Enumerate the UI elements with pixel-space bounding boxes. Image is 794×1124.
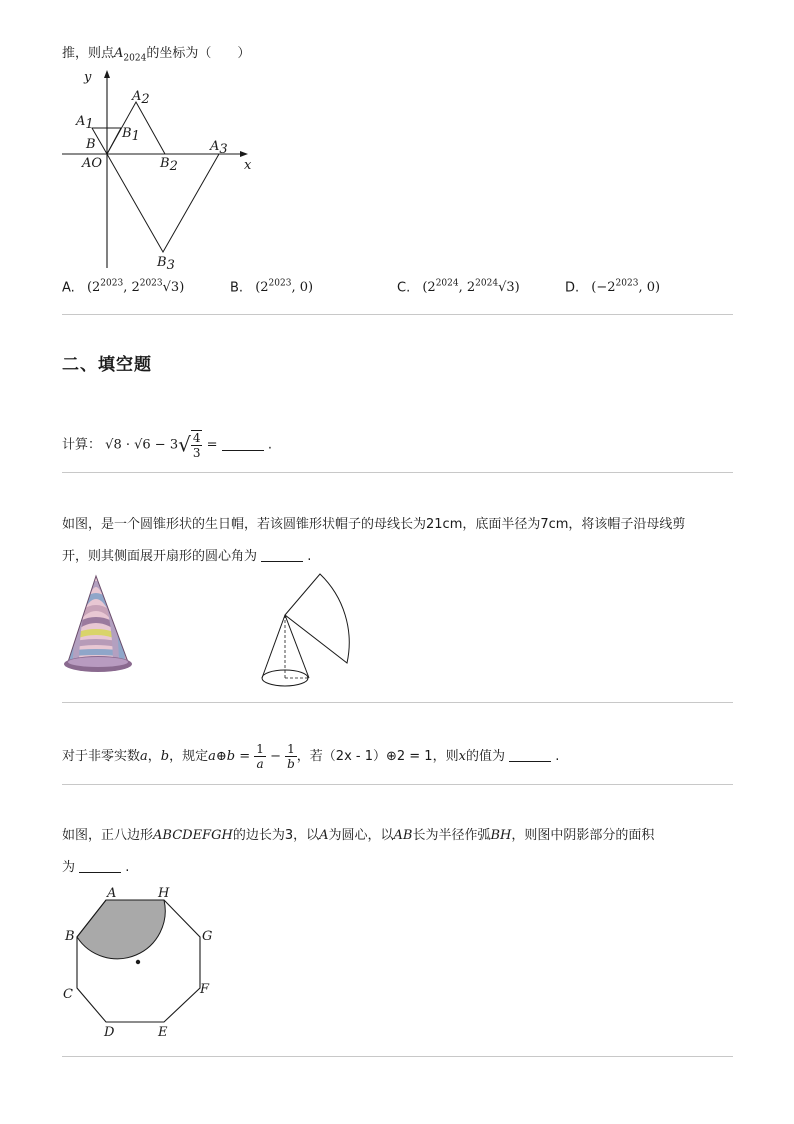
q1-intro: 推，则点$A_{2024}$的坐标为（ ）	[62, 46, 251, 64]
label-B: B	[65, 929, 75, 944]
label-origin: AO	[82, 156, 103, 171]
q4-fraction-1: $\frac{1}{a}$	[256, 742, 264, 771]
q4-answer-blank[interactable]	[509, 747, 551, 762]
q2-fraction: $\frac{4}{3}$	[192, 431, 201, 460]
cone-sector-figure	[255, 570, 365, 690]
q1-coordinate-figure	[60, 68, 260, 273]
option-c[interactable]: C. ($2^{2024}$, $2^{2024}√3$)	[397, 279, 520, 296]
label-D: D	[104, 1025, 115, 1040]
option-a[interactable]: A. ($2^{2023}$, $2^{2023}√3$)	[62, 279, 185, 296]
option-c-value: ($2^{2024}$, $2^{2024}√3$)	[422, 279, 520, 296]
option-d[interactable]: D. ($-2^{2023}$, 0)	[565, 279, 661, 296]
y-axis-arrow-icon	[104, 70, 110, 78]
label-C: C	[63, 987, 73, 1002]
label-B3: B3	[157, 255, 175, 273]
label-H: H	[158, 886, 170, 901]
label-B1: B1	[122, 126, 140, 144]
section-title: 二、填空题	[62, 355, 152, 375]
q2-answer-blank[interactable]	[222, 436, 264, 451]
label-B2: B2	[160, 156, 178, 174]
birthday-hat-image	[60, 572, 140, 680]
option-b-value: ($2^{2023}$, 0)	[255, 279, 314, 296]
divider	[62, 702, 733, 703]
divider	[62, 784, 733, 785]
option-d-value: ($-2^{2023}$, 0)	[591, 279, 661, 296]
shaded-region	[77, 900, 165, 959]
q3-line2: 开，则其侧面展开扇形的圆心角为 .	[62, 549, 312, 564]
q3-answer-blank[interactable]	[261, 547, 303, 562]
q2-calc: 计算： √8 · √6 − 3√ $\frac{4}{3}$ = .	[62, 431, 272, 460]
label-B: B	[86, 137, 96, 152]
y-label: y	[84, 70, 92, 85]
radical-icon: √	[178, 432, 191, 457]
x-label: x	[244, 158, 252, 173]
label-A: A	[107, 886, 117, 901]
divider	[62, 472, 733, 473]
octagon-figure	[58, 880, 223, 1045]
x-axis-arrow-icon	[240, 151, 248, 157]
label-F: F	[200, 982, 210, 997]
q3-line1: 如图，是一个圆锥形状的生日帽，若该圆锥形状帽子的母线长为21cm，底面半径为7cm，将该帽子沿母线剪	[62, 517, 686, 532]
label-A3: A3	[210, 139, 228, 157]
q4-fraction-2: $\frac{1}{b}$	[287, 742, 295, 771]
option-a-value: ($2^{2023}$, $2^{2023}√3$)	[86, 279, 185, 296]
label-E: E	[158, 1025, 168, 1040]
label-A2: A2	[132, 89, 150, 107]
label-G: G	[202, 929, 213, 944]
q5-line2: 为 .	[62, 860, 130, 875]
q5-line1: 如图，正八边形ABCDEFGH的边长为3，以A为圆心，以AB长为半径作弧BH，则图中阴影部分的面积	[62, 828, 655, 843]
label-A1: A1	[76, 114, 94, 132]
option-b[interactable]: B. ($2^{2023}$, 0)	[230, 279, 314, 296]
center-dot-icon	[136, 960, 140, 964]
q4-text: 对于非零实数a，b，规定a⊕b = $\frac{1}{a}$ − $\frac{1}{b}$ ，若（2x - 1）⊕2 = 1，则x的值为 .	[62, 742, 560, 771]
divider	[62, 314, 733, 315]
divider	[62, 1056, 733, 1057]
q5-answer-blank[interactable]	[79, 858, 121, 873]
